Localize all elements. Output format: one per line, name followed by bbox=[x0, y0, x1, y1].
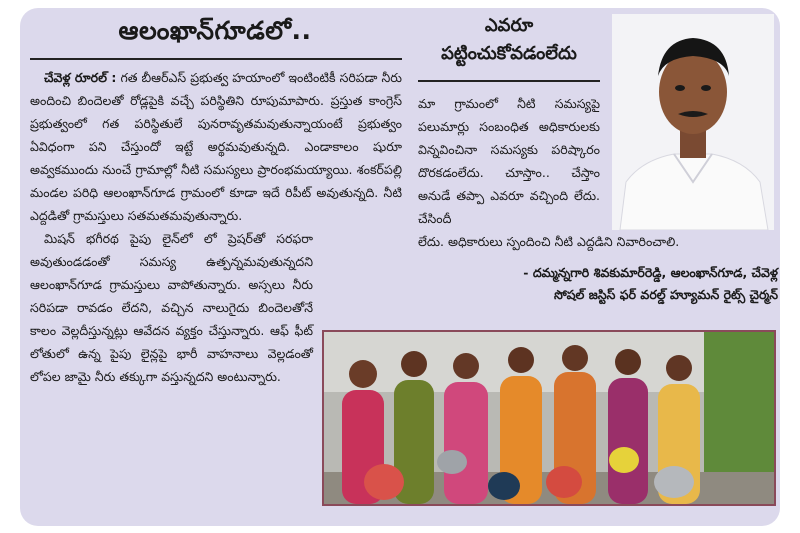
portrait-photo bbox=[612, 14, 774, 230]
quote-title-rule bbox=[418, 80, 600, 82]
dateline: చేవెళ్ల రూరల్ : bbox=[44, 70, 117, 85]
paragraph-2: మిషన్ భగీరథ పైపు లైన్‌లో లో ప్రెషర్‌తో సరఫరా అవుతుండడంతో సమస్య ఉత్పన్నమవుతున్నదని ఆలంఖాన్‌గూడ గ్రామస్తులు వాపోతున్నారు. అస్సలు నీరు సరిపడా రావడం లేదని, వచ్చిన నాలుగైదు బిందెలతోనే కాలం వెల్లదీస్తున్నట్లు ఆవేదన వ్యక్తం చేస్తున్నారు. ఆఫ్ ఫీట్ లోతులో ఉన్న పైపు లైన్లపై భారీ వాహనాలు వెల్లడంతో లోపల జామై నీరు తక్కుగా వస్తున్నదని అంటున్నారు. bbox=[30, 231, 313, 384]
headline-rule bbox=[30, 58, 402, 60]
quote-body: మా గ్రామంలో నీటి సమస్యపై పలుమార్లు సంబంధిత అధికారులకు విన్నవించినా సమస్యకు పరిష్కారం దొరకడంలేదు. చూస్తాం.. చేస్తాం అనుడే తప్పా ఎవరూ వచ్చింది లేదు. చేసిందీ bbox=[418, 96, 600, 226]
quote-tail: లేదు. అధికారులు స్పందించి నీటి ఎద్దడిని నివారించాలి. bbox=[418, 234, 680, 249]
quote-attribution: - దమ్మన్నగారి శివకుమార్‌రెడ్డి, ఆలంఖాన్‌గూడ, చేవెళ్ల సోషల్ జస్టిస్ ఫర్ వరల్డ్ హ్యూమన్ రైట్స్ చైర్మన్ bbox=[523, 265, 778, 302]
quote-title: ఎవరూ పట్టించుకోవడంలేదు bbox=[441, 15, 577, 64]
headline: ఆలంఖాన్‌గూడలో.. bbox=[118, 16, 312, 45]
villagers-with-water-pots-photo bbox=[322, 330, 776, 506]
paragraph-1: చేవెళ్ల రూరల్ : గత బీఆర్ఎస్ ప్రభుత్వ హయాంలో ఇంటింటికీ సరిపడా నీరు అందించి బిందెలతో రోడ్లపైకి వచ్చే పరిస్థితిని రూపుమాపారు. ప్రస్తుత కాంగ్రెస్ ప్రభుత్వంలో గత పరిస్థితులే పునరావృతమవుతున్నాయంటే ప్రభుత్వం ఏవిధంగా పని చేస్తుందో ఇట్టే అర్థమవుతున్నది. ఎండాకాలం షురూ అవ్వకముందు నుంచే గ్రామాల్లో నీటి సమస్యలు ప్రారంభమయ్యాయి. శంకర్‌పల్లి మండల పరిధి ఆలంఖాన్‌గూడ గ్రామంలో కూడా ఇదే రిపీట్ అవుతున్నది. నీటి ఎద్దడితో గ్రామస్తులు సతమతమవుతున్నారు. bbox=[30, 70, 402, 223]
